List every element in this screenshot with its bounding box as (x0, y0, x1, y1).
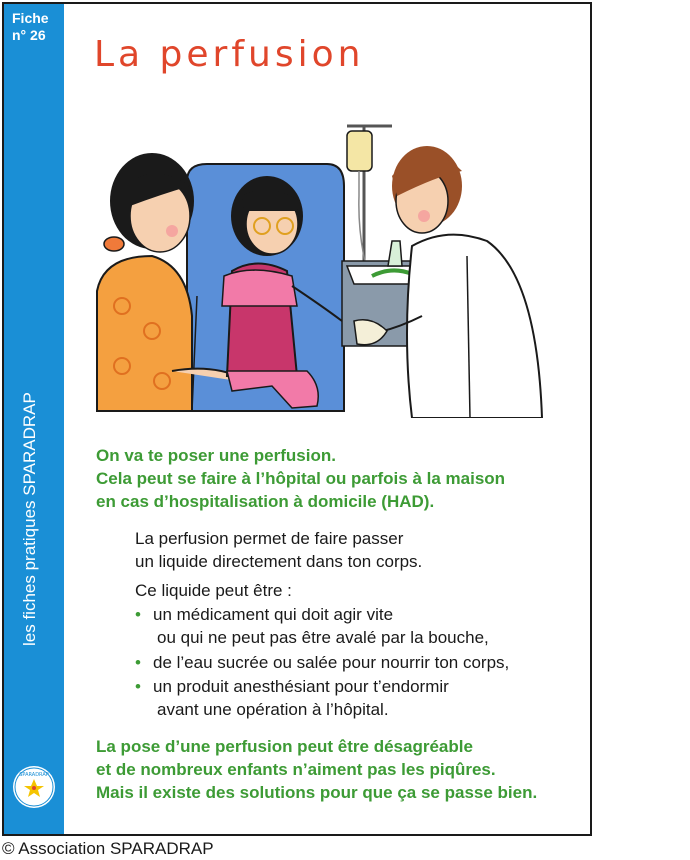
bullet-2-text: de l’eau sucrée ou salée pour nourrir ton corps, (153, 653, 510, 672)
fiche-label: Fiche (12, 10, 49, 26)
bullet-dot: • (135, 653, 141, 672)
page-title: La perfusion (94, 34, 365, 75)
closing-line-3: Mais il existe des solutions pour que ça se passe bien. (96, 783, 538, 802)
intro-line-2: Cela peut se faire à l’hôpital ou parfois à la maison (96, 469, 506, 488)
sparadrap-logo-icon (13, 766, 55, 808)
bullet-item-2 (135, 651, 509, 674)
perfusion-illustration (92, 116, 550, 418)
bullet-1-continuation: ou qui ne peut pas être avalé par la bouche, (157, 628, 489, 647)
bullet-3-text: un produit anesthésiant pour t’endormir (153, 677, 449, 696)
bullet-dot: • (135, 677, 141, 696)
copyright-notice: © Association SPARADRAP (2, 839, 214, 858)
intro-line-3: en cas d’hospitalisation à domicile (HAD). (96, 492, 435, 511)
paragraph-2: Ce liquide peut être : (135, 581, 292, 600)
closing-line-1: La pose d’une perfusion peut être désagréable (96, 737, 473, 756)
sparadrap-logo (13, 766, 55, 808)
bullet-dot: • (135, 605, 141, 624)
paragraph-1-line-1: La perfusion permet de faire passer (135, 529, 404, 548)
svg-text:SPARADRAP: SPARADRAP (19, 772, 49, 778)
paragraph-1-line-2: un liquide directement dans ton corps. (135, 552, 423, 571)
series-vertical-text: les fiches pratiques SPARADRAP (20, 392, 39, 646)
closing-line-2: et de nombreux enfants n’aiment pas les piqûres. (96, 760, 496, 779)
fiche-number (12, 10, 49, 44)
intro-line-1: On va te poser une perfusion. (96, 446, 336, 465)
fiche-card (2, 2, 592, 836)
fiche-number-value: n° 26 (12, 27, 46, 43)
bullet-item-3 (135, 675, 449, 698)
sidebar (4, 4, 64, 834)
bullet-1-text: un médicament qui doit agir vite (153, 605, 394, 624)
bullet-3-continuation: avant une opération à l’hôpital. (157, 700, 389, 719)
bullet-item-1 (135, 603, 393, 626)
